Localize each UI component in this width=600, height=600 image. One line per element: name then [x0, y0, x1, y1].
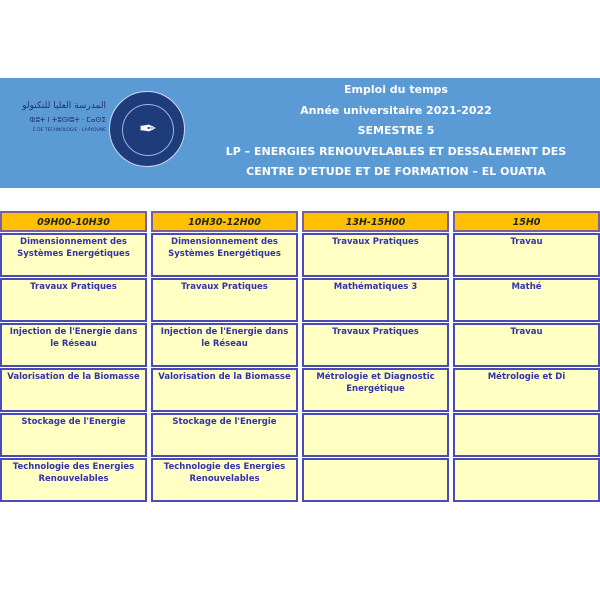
course-cell: Métrologie et Diagnostic Energétique — [302, 368, 449, 412]
course-cell: Travaux Pratiques — [302, 233, 449, 277]
title-block — [196, 80, 596, 183]
course-cell: Dimensionnement des Systèmes Energétiques — [0, 233, 147, 277]
school-logo-text — [2, 98, 106, 136]
course-cell: Métrologie et Di — [453, 368, 600, 412]
table-row — [0, 323, 600, 368]
course-cell — [453, 413, 600, 457]
table-row — [0, 368, 600, 413]
title-line: LP – ENERGIES RENOUVELABLES ET DESSALEMENT DES — [225, 144, 567, 158]
table-row — [0, 413, 600, 458]
course-cell: Mathématiques 3 — [302, 278, 449, 322]
seal-emblem-icon: ✒ — [122, 104, 174, 156]
course-cell — [302, 458, 449, 502]
title-line: CENTRE D'ETUDE ET DE FORMATION – EL OUATIA — [246, 165, 546, 178]
university-seal-logo — [109, 91, 185, 167]
time-slot-header: 13H-15H00 — [302, 211, 449, 232]
title-line: Emploi du temps — [344, 83, 448, 96]
logo-arabic: المدرسة العليا للتكنولو — [22, 101, 106, 111]
course-cell: Technologie des Energies Renouvelables — [151, 458, 298, 502]
course-cell: Travaux Pratiques — [302, 323, 449, 367]
timetable — [0, 211, 600, 503]
course-cell: Valorisation de la Biomasse — [0, 368, 147, 412]
time-slot-header: 09H00-10H30 — [0, 211, 147, 232]
table-row — [0, 458, 600, 503]
course-cell — [453, 458, 600, 502]
title-line: SEMESTRE 5 — [357, 124, 435, 137]
course-cell: Valorisation de la Biomasse — [151, 368, 298, 412]
course-cell: Travau — [453, 323, 600, 367]
course-cell: Injection de l'Energie dans le Réseau — [0, 323, 147, 367]
time-slot-header: 15H0 — [453, 211, 600, 232]
course-cell: Travaux Pratiques — [151, 278, 298, 322]
table-row — [0, 233, 600, 278]
logo-french: E DE TECHNOLOGIE - LAÂYOUNE — [32, 128, 106, 133]
course-cell: Technologie des Energies Renouvelables — [0, 458, 147, 502]
logo-tifinagh: ⵀⵓⵜ ⵏ ⵜⵓⵙⵏⵓⵜ · ⵎⴰⵙⵉ — [29, 116, 106, 124]
header-row — [0, 211, 600, 233]
course-cell: Stockage de l'Energie — [0, 413, 147, 457]
course-cell: Dimensionnement des Systèmes Energétiques — [151, 233, 298, 277]
course-cell: Injection de l'Energie dans le Réseau — [151, 323, 298, 367]
title-line: Année universitaire 2021-2022 — [300, 103, 492, 117]
course-cell: Travau — [453, 233, 600, 277]
course-cell: Stockage de l'Energie — [151, 413, 298, 457]
header-banner — [0, 78, 600, 188]
course-cell — [302, 413, 449, 457]
course-cell: Mathé — [453, 278, 600, 322]
table-row — [0, 278, 600, 323]
time-slot-header: 10H30-12H00 — [151, 211, 298, 232]
course-cell: Travaux Pratiques — [0, 278, 147, 322]
